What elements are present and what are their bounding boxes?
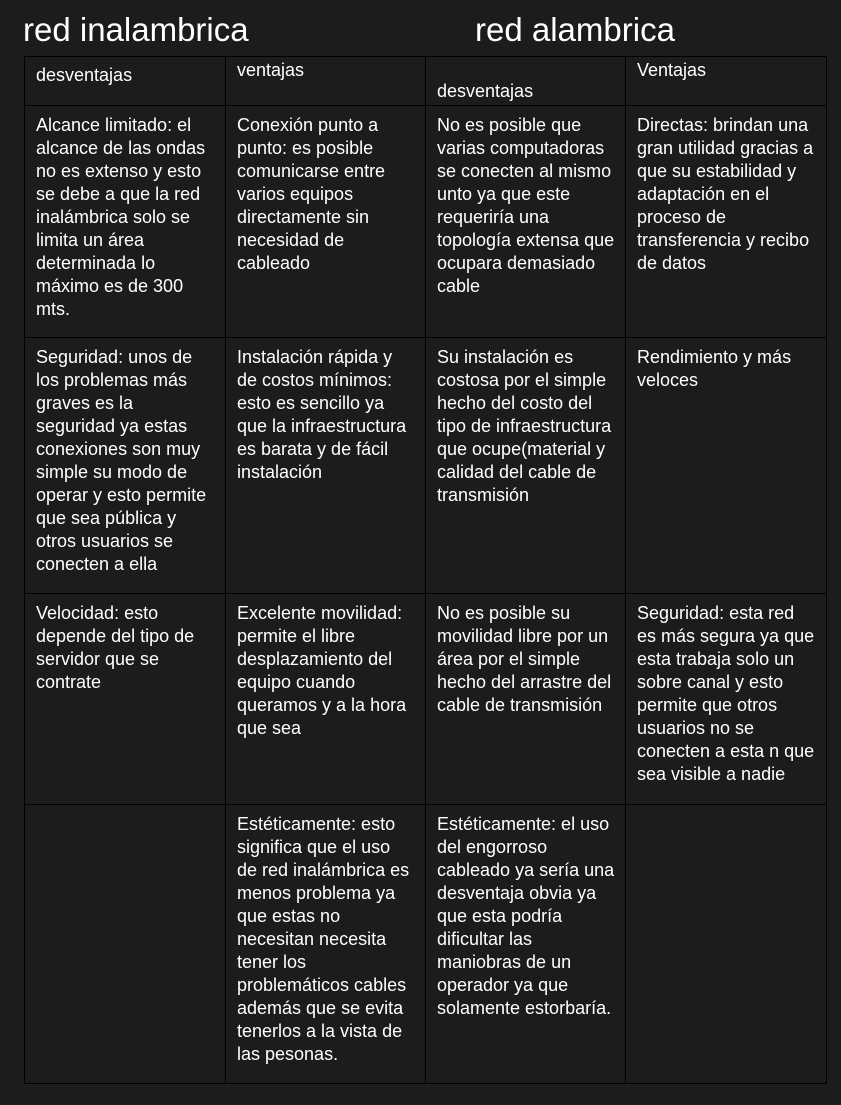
- table-cell: [226, 805, 426, 1084]
- table-header-row: [25, 57, 827, 106]
- cell-text: Seguridad: unos de los problemas más graves es la seguridad ya estas conexiones son muy simple su modo de operar y esto permite que sea pública y otros usuarios se conecten a ella: [36, 347, 207, 574]
- table-cell: [25, 106, 226, 338]
- cell-text: No es posible que varias computadoras se conecten al mismo unto ya que este requeriría una topología extensa que ocupara demasiado cable: [437, 115, 615, 296]
- cell-text: Velocidad: esto depende del tipo de servidor que se contrate: [36, 603, 195, 692]
- header-label: Ventajas: [637, 60, 707, 80]
- header-label: desventajas: [36, 65, 133, 85]
- cell-text: Alcance limitado: el alcance de las ondas no es extenso y esto se debe a que la red inalámbrica solo se limita un área determinada lo máximo es de 300 mts.: [36, 115, 206, 319]
- table-row: [25, 805, 827, 1084]
- table-cell: [226, 594, 426, 805]
- table-cell-empty: [25, 805, 226, 1084]
- table-cell: [626, 338, 827, 594]
- table-cell: [226, 106, 426, 338]
- cell-text: Rendimiento y más veloces: [637, 347, 792, 390]
- table-cell: [426, 338, 626, 594]
- title-red-alambrica: red alambrica: [475, 11, 675, 48]
- table-cell: [626, 594, 827, 805]
- header-label: desventajas: [437, 81, 534, 101]
- table-cell: [426, 805, 626, 1084]
- cell-text: Estéticamente: el uso del engorroso cableado ya sería una desventaja obvia ya que esta podría dificultar las maniobras de un operador ya que solamente estorbaría.: [437, 814, 615, 1018]
- cell-text: Instalación rápida y de costos mínimos: esto es sencillo ya que la infraestructura es barata y de fácil instalación: [237, 347, 407, 482]
- table-cell: [25, 338, 226, 594]
- table-cell: [25, 594, 226, 805]
- cell-text: Estéticamente: esto significa que el uso de red inalámbrica es menos problema ya que estas no necesitan necesita tener los problemáticos cables además que se evita tenerlos a la vista de las pesonas.: [237, 814, 410, 1064]
- title-red-inalambrica: red inalambrica: [23, 11, 249, 48]
- table-row: [25, 106, 827, 338]
- header-cell-alambrica-ventajas: [626, 57, 827, 106]
- header-label: ventajas: [237, 60, 305, 80]
- comparison-table: [24, 56, 827, 1084]
- cell-text: Conexión punto a punto: es posible comunicarse entre varios equipos directamente sin necesidad de cableado: [237, 115, 386, 273]
- header-cell-inalambrica-desventajas: [25, 57, 226, 106]
- table-cell: [626, 106, 827, 338]
- cell-text: Excelente movilidad: permite el libre desplazamiento del equipo cuando queramos y a la hora que sea: [237, 603, 407, 738]
- cell-text: No es posible su movilidad libre por un área por el simple hecho del arrastre del cable de transmisión: [437, 603, 612, 715]
- table-cell: [226, 338, 426, 594]
- header-cell-inalambrica-ventajas: [226, 57, 426, 106]
- header-cell-alambrica-desventajas: [426, 57, 626, 106]
- table-row: [25, 594, 827, 805]
- cell-text: Seguridad: esta red es más segura ya que esta trabaja solo un sobre canal y esto permite que otros usuarios no se conecten a esta n que sea visible a nadie: [637, 603, 815, 784]
- table-cell: [426, 594, 626, 805]
- table-cell-empty: [626, 805, 827, 1084]
- cell-text: Su instalación es costosa por el simple hecho del costo del tipo de infraestructura que ocupe(material y calidad del cable de transmisión: [437, 347, 612, 505]
- table-cell: [426, 106, 626, 338]
- cell-text: Directas: brindan una gran utilidad gracias a que su estabilidad y adaptación en el proceso de transferencia y recibo de datos: [637, 115, 814, 273]
- table-row: [25, 338, 827, 594]
